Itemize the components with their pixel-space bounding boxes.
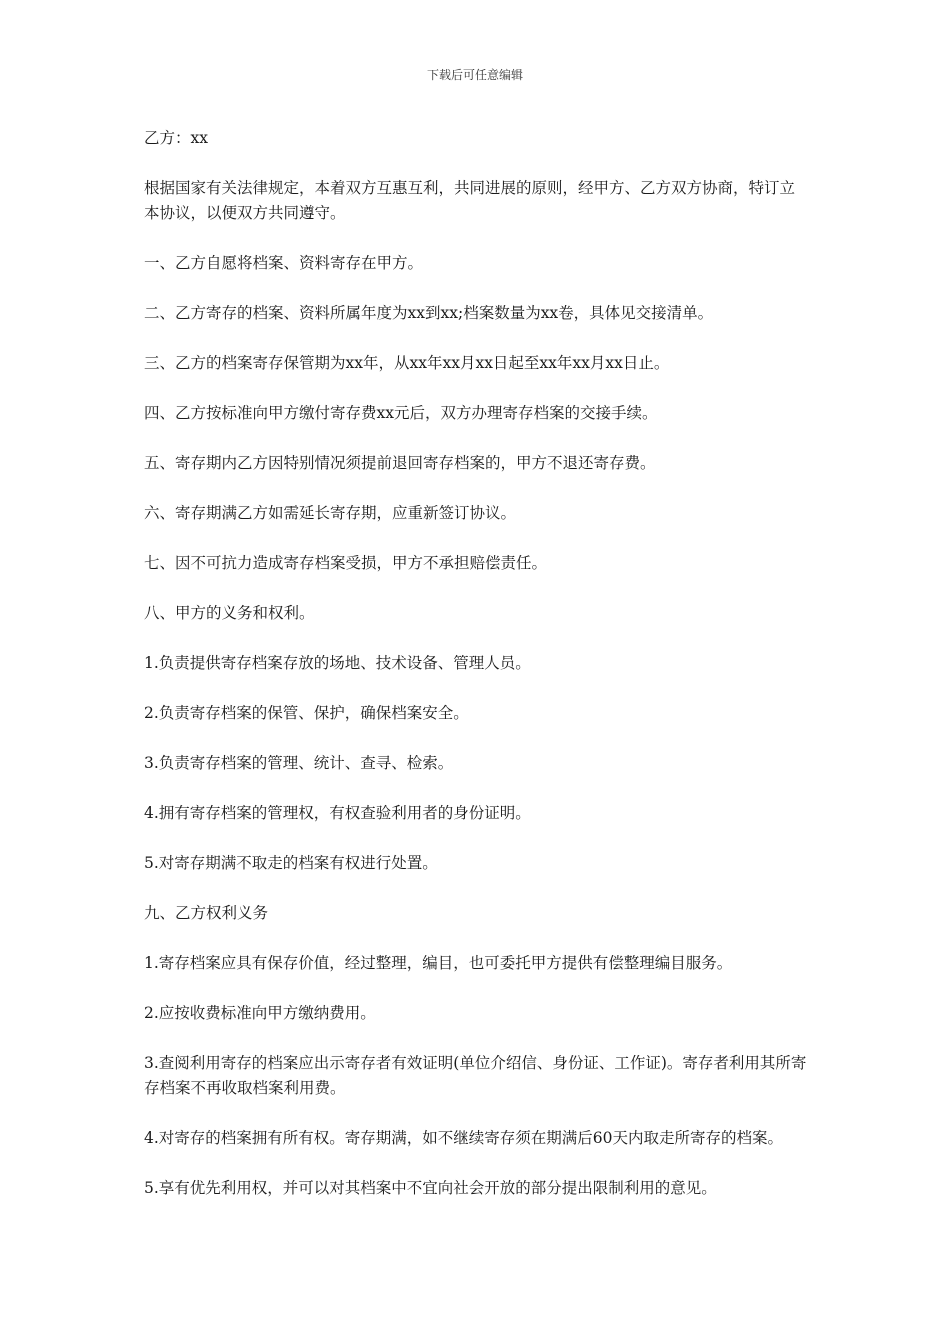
section-9-item-3: 3.查阅利用寄存的档案应出示寄存者有效证明(单位介绍信、身份证、工作证)。寄存者利用其所寄存档案不再收取档案利用费。 [144,1054,807,1097]
clause-1: 一、乙方自愿将档案、资料寄存在甲方。 [144,254,424,272]
section-8-item-5: 5.对寄存期满不取走的档案有权进行处置。 [144,854,438,872]
party-b-line: 乙方：xx [144,129,208,147]
section-9-item-2: 2.应按收费标准向甲方缴纳费用。 [144,1004,376,1022]
section-9-item-4: 4.对寄存的档案拥有所有权。寄存期满，如不继续寄存须在期满后60天内取走所寄存的档案。 [144,1129,784,1147]
section-8-heading: 八、甲方的义务和权利。 [144,604,315,622]
section-9-item-5: 5.享有优先利用权，并可以对其档案中不宜向社会开放的部分提出限制利用的意见。 [144,1179,717,1197]
section-8-item-1: 1.负责提供寄存档案存放的场地、技术设备、管理人员。 [144,654,531,672]
section-8-item-3: 3.负责寄存档案的管理、统计、查寻、检索。 [144,754,454,772]
clause-7: 七、因不可抗力造成寄存档案受损，甲方不承担赔偿责任。 [144,554,548,572]
document-body [144,126,810,1226]
section-8-item-4: 4.拥有寄存档案的管理权，有权查验利用者的身份证明。 [144,804,531,822]
section-8-item-2: 2.负责寄存档案的保管、保护，确保档案安全。 [144,704,469,722]
clause-2: 二、乙方寄存的档案、资料所属年度为xx到xx;档案数量为xx卷，具体见交接清单。 [144,304,714,322]
section-9-heading: 九、乙方权利义务 [144,904,269,922]
clause-4: 四、乙方按标准向甲方缴付寄存费xx元后，双方办理寄存档案的交接手续。 [144,404,658,422]
clause-6: 六、寄存期满乙方如需延长寄存期，应重新签订协议。 [144,504,517,522]
preamble-paragraph: 根据国家有关法律规定，本着双方互惠互利，共同进展的原则，经甲方、乙方双方协商，特订立本协议，以便双方共同遵守。 [144,179,796,222]
header-note: 下载后可任意编辑 [426,68,523,82]
clause-5: 五、寄存期内乙方因特别情况须提前退回寄存档案的，甲方不退还寄存费。 [144,454,656,472]
clause-3: 三、乙方的档案寄存保管期为xx年，从xx年xx月xx日起至xx年xx月xx日止。 [144,354,670,372]
section-9-item-1: 1.寄存档案应具有保存价值，经过整理，编目，也可委托甲方提供有偿整理编目服务。 [144,954,733,972]
